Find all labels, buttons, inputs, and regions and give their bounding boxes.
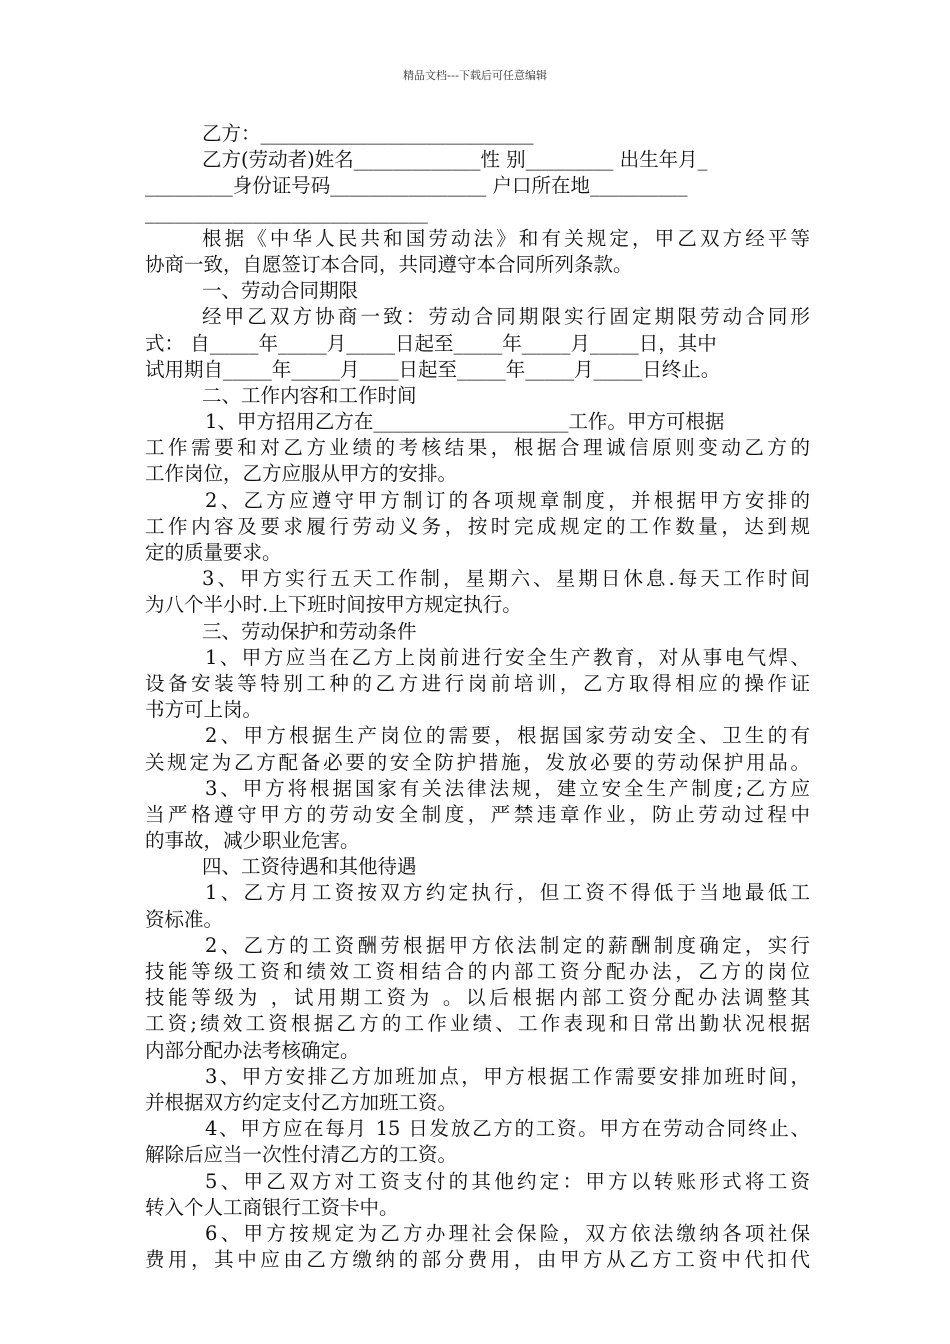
text-line: 乙方：____________________________ [202,122,534,145]
text-line: 的事故，减少职业危害。 [145,829,360,853]
text-line: 并根据双方约定支付乙方加班工资。 [145,1090,458,1114]
text-line: 转入个人工商银行工资卡中。 [145,1195,399,1219]
text-line: 设备安装等特别工种的乙方进行岗前培训，乙方取得相应的操作证 [145,671,810,695]
text-line: 技能等级工资和绩效工资相结合的内部工资分配办法，乙方的岗位 [145,960,810,983]
text-line: 四、工资待遇和其他待遇 [202,855,417,879]
text-line: 3、甲方将根据国家有关法律法规，建立安全生产制度;乙方应 [205,776,810,800]
text-line: 解除后应当一次性付清乙方的工资。 [145,1143,458,1167]
text-line: 3、甲方实行五天工作制，星期六、星期日休息.每天工作时间 [202,567,810,591]
text-line: 资标准。 [145,907,224,931]
contract-body [145,121,810,1273]
text-line: 二、工作内容和工作时间 [202,383,417,407]
text-line: 工作内容及要求履行劳动义务，按时完成规定的工作数量，达到规 [145,514,810,538]
text-line: 2、甲方根据生产岗位的需要，根据国家劳动安全、卫生的有 [205,724,810,748]
text-line: 乙方(劳动者)姓名_____________性 别_________ 出生年月_ [202,148,708,172]
text-line: _____________________________ [145,200,428,224]
text-line: 协商一致，自愿签订本合同，共同遵守本合同所列条款。 [145,252,633,276]
text-line: 试用期自_____年_____月____日起至_____年_____月_____日终止。 [145,357,721,381]
text-line: 一、劳动合同期限 [202,279,359,303]
text-line: 2、乙方应遵守甲方制订的各项规章制度，并根据甲方安排的 [205,488,810,512]
text-line: 技能等级为 ，试用期工资为 。以后根据内部工资分配办法调整其 [145,986,810,1010]
text-line: 经甲乙双方协商一致：劳动合同期限实行固定期限劳动合同形 [202,305,810,329]
text-line: 1、甲方招用乙方在____________________工作。甲方可根据 [205,410,725,434]
page-header: 精品文档---下载后可任意编辑 [403,69,547,82]
text-line: 当严格遵守甲方的劳动安全制度，严禁违章作业，防止劳动过程中 [145,802,810,826]
text-line: 三、劳动保护和劳动条件 [202,619,417,643]
text-line: 3、甲方安排乙方加班加点，甲方根据工作需要安排加班时间， [205,1064,810,1088]
text-line: 2、乙方的工资酬劳根据甲方依法制定的薪酬制度确定，实行 [205,933,810,957]
text-line: 定的质量要求。 [145,541,282,564]
text-line: 内部分配办法考核确定。 [145,1038,360,1062]
text-line: 工资;绩效工资根据乙方的工作业绩、工作表现和日常出勤状况根据 [145,1012,810,1036]
text-line: 费用，其中应由乙方缴纳的部分费用，由甲方从乙方工资中代扣代 [145,1248,810,1272]
text-line: _________身份证号码________________ 户口所在地__________ [145,174,688,198]
text-line: 式： 自_____年_____月_____日起至_____年_____月_____日，其中 [145,331,717,355]
text-line: 为八个半小时.上下班时间按甲方规定执行。 [145,593,522,617]
text-line: 5、甲乙双方对工资支付的其他约定：甲方以转账形式将工资 [205,1169,810,1193]
text-line: 6、甲方按规定为乙方办理社会保险，双方依法缴纳各项社保 [205,1221,810,1245]
text-line: 1、甲方应当在乙方上岗前进行安全生产教育，对从事电气焊、 [205,645,810,669]
text-line: 关规定为乙方配备必要的安全防护措施，发放必要的劳动保护用品。 [145,750,810,774]
text-line: 1、乙方月工资按双方约定执行，但工资不得低于当地最低工 [205,881,810,905]
text-line: 根据《中华人民共和国劳动法》和有关规定，甲乙双方经平等 [202,226,810,250]
text-line: 书方可上岗。 [145,698,263,722]
text-line: 工作需要和对乙方业绩的考核结果，根据合理诚信原则变动乙方的 [145,436,810,460]
text-line: 4、甲方应在每月 15 日发放乙方的工资。甲方在劳动合同终止、 [205,1117,810,1141]
text-line: 工作岗位，乙方应服从甲方的安排。 [145,462,458,486]
